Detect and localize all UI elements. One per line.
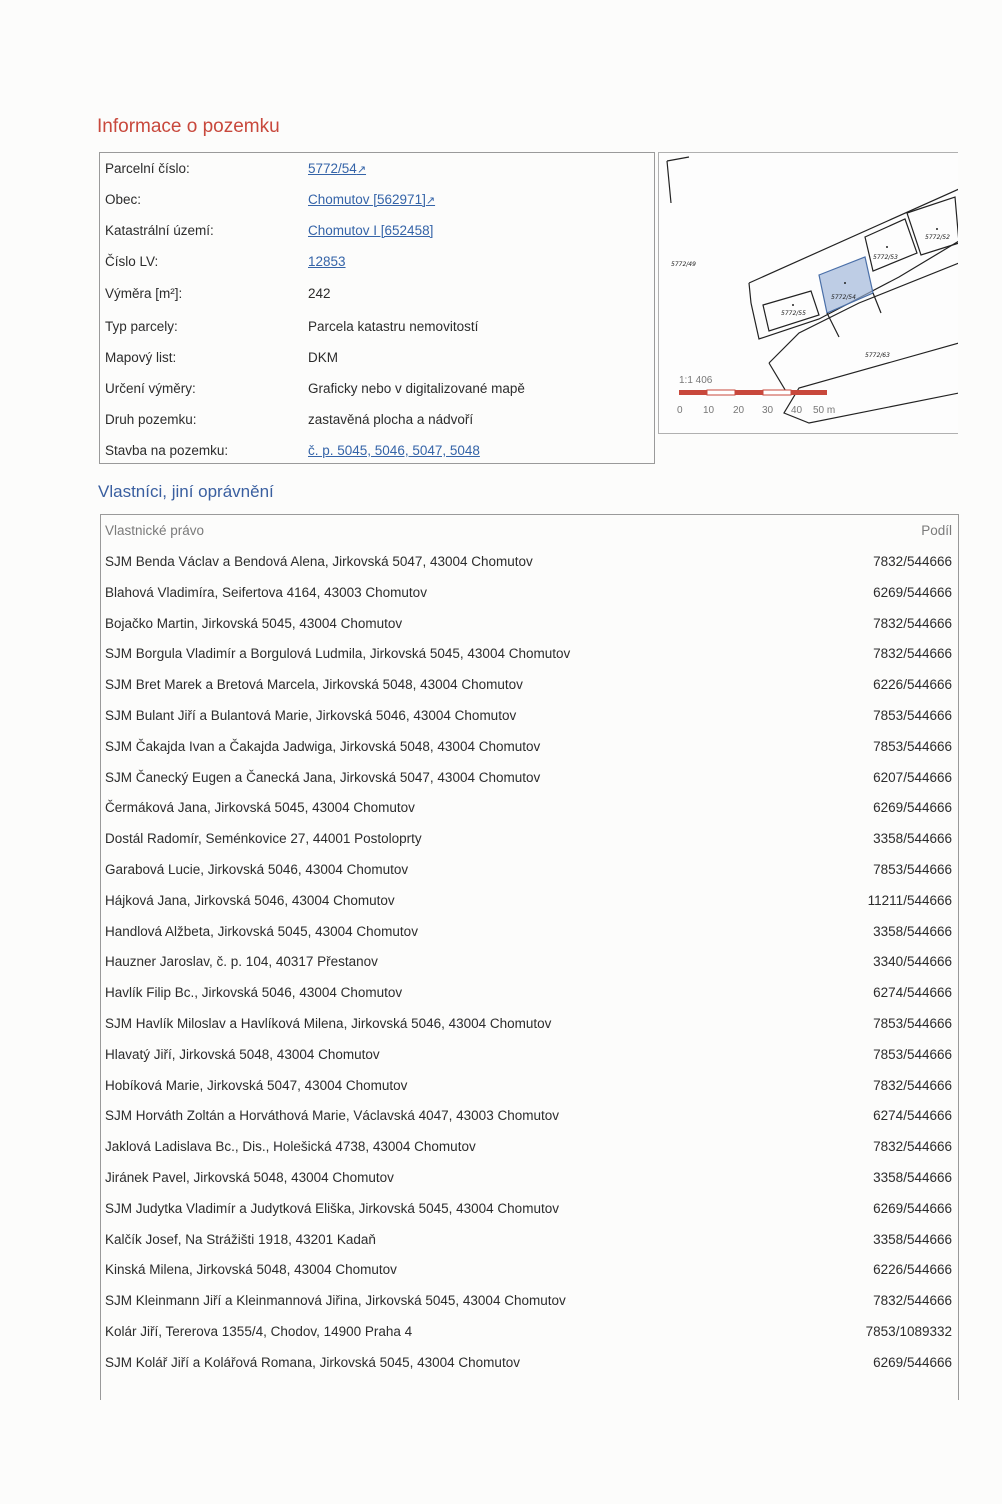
info-value-text[interactable]: Chomutov [562971] — [308, 192, 426, 207]
owner-name: Kinská Milena, Jirkovská 5048, 43004 Chomutov — [105, 1262, 397, 1278]
owner-row — [101, 673, 958, 697]
parcel-point — [792, 304, 794, 306]
owner-name: Havlík Filip Bc., Jirkovská 5046, 43004 Chomutov — [105, 985, 403, 1001]
info-label: Katastrální území: — [105, 223, 214, 238]
page-title: Informace o pozemku — [97, 116, 280, 137]
owner-name: SJM Judytka Vladimír a Judytková Eliška, Jirkovská 5045, 43004 Chomutov — [105, 1200, 559, 1216]
parcel-label: 5772/55 — [781, 310, 806, 317]
owner-name: SJM Borgula Vladimír a Borgulová Ludmila, Jirkovská 5045, 43004 Chomutov — [105, 646, 571, 662]
info-label: Stavba na pozemku: — [105, 443, 229, 458]
owners-table-header — [101, 519, 958, 543]
owner-share: 7853/1089332 — [865, 1324, 952, 1339]
parcel-label: 5772/53 — [873, 254, 898, 261]
owner-row — [101, 1289, 958, 1313]
owner-name: Dostál Radomír, Seménkovice 27, 44001 Postoloprty — [105, 831, 422, 847]
info-row — [100, 157, 654, 181]
owner-name: Hájková Jana, Jirkovská 5046, 43004 Chomutov — [105, 892, 395, 908]
owner-name: Bojačko Martin, Jirkovská 5045, 43004 Chomutov — [105, 615, 403, 631]
scale-tick: 0 — [677, 405, 683, 416]
info-row — [100, 439, 654, 463]
scale-tick: 30 — [762, 405, 774, 416]
info-label: Druh pozemku: — [105, 412, 197, 427]
owner-name: Hobíková Marie, Jirkovská 5047, 43004 Chomutov — [105, 1077, 408, 1093]
map-boundary-line — [769, 363, 787, 393]
owner-name: Kolár Jiří, Tererova 1355/4, Chodov, 14900 Praha 4 — [105, 1324, 413, 1339]
owner-share: 7853/544666 — [873, 738, 952, 754]
owner-row — [101, 550, 958, 574]
info-label: Určení výměry: — [105, 381, 196, 396]
info-row — [100, 282, 654, 306]
info-value-text[interactable]: č. p. 5045, 5046, 5047, 5048 — [308, 443, 480, 458]
map-svg — [659, 153, 958, 434]
owner-share: 3358/544666 — [873, 923, 952, 939]
info-label: Výměra [m²]: — [105, 286, 183, 301]
owner-share: 7853/544666 — [873, 1016, 952, 1031]
owner-share: 7832/544666 — [873, 1293, 952, 1309]
info-value-text: Parcela katastru nemovitostí — [308, 319, 479, 334]
owner-share: 7832/544666 — [873, 615, 952, 631]
owner-share: 3358/544666 — [873, 1231, 952, 1247]
owner-row — [101, 1351, 958, 1375]
external-link-icon[interactable]: ↗ — [425, 195, 436, 207]
owner-row — [101, 735, 958, 759]
info-row — [100, 377, 654, 401]
map-boundary-line — [667, 157, 689, 203]
header-share: Podíl — [921, 523, 952, 538]
owner-name: Jiránek Pavel, Jirkovská 5048, 43004 Chomutov — [105, 1170, 394, 1185]
owner-share: 7832/544666 — [873, 1077, 952, 1093]
info-value-text: Graficky nebo v digitalizované mapě — [308, 381, 525, 396]
header-ownership-right: Vlastnické právo — [105, 523, 205, 538]
scale-tick: 50 m — [813, 405, 836, 416]
owner-name: Garabová Lucie, Jirkovská 5046, 43004 Chomutov — [105, 862, 409, 877]
owner-share: 6207/544666 — [873, 769, 952, 785]
owner-share: 6226/544666 — [873, 677, 952, 693]
owner-share: 6274/544666 — [873, 985, 952, 1001]
info-row — [100, 250, 654, 274]
parcel-point — [844, 282, 846, 284]
owner-row — [101, 1043, 958, 1067]
info-value-link[interactable] — [308, 157, 366, 182]
owner-row — [101, 858, 958, 882]
parcel-5772-53 — [865, 219, 917, 271]
owner-row — [101, 1258, 958, 1282]
owner-name: SJM Kolář Jiří a Kolářová Romana, Jirkovská 5045, 43004 Chomutov — [105, 1354, 520, 1370]
info-label: Číslo LV: — [105, 254, 159, 269]
info-value-text: zastavěná plocha a nádvoří — [308, 412, 474, 427]
owner-share: 7832/544666 — [873, 646, 952, 662]
parcel-label: 5772/52 — [925, 234, 950, 241]
parcel-label: 5772/54 — [831, 294, 856, 301]
owner-share: 6269/544666 — [873, 1200, 952, 1216]
owner-name: SJM Čanecký Eugen a Čanecká Jana, Jirkovská 5047, 43004 Chomutov — [105, 769, 541, 785]
owner-share: 7853/544666 — [873, 708, 952, 723]
owner-name: Handlová Alžbeta, Jirkovská 5045, 43004 Chomutov — [105, 923, 418, 939]
info-value-link[interactable] — [308, 219, 433, 243]
info-value-link[interactable] — [308, 439, 480, 463]
owner-name: SJM Kleinmann Jiří a Kleinmannová Jiřina, Jirkovská 5045, 43004 Chomutov — [105, 1293, 566, 1309]
parcel-point — [936, 228, 938, 230]
owner-row — [101, 1228, 958, 1252]
owner-share: 7853/544666 — [873, 862, 952, 877]
owner-name: SJM Čakajda Ivan a Čakajda Jadwiga, Jirkovská 5048, 43004 Chomutov — [105, 738, 541, 754]
owners-section-title: Vlastníci, jiní oprávnění — [98, 482, 274, 501]
owner-name: Jaklová Ladislava Bc., Dis., Holešická 4738, 43004 Chomutov — [105, 1139, 476, 1155]
info-row — [100, 188, 654, 212]
info-value — [308, 346, 338, 370]
owner-share: 11211/544666 — [867, 892, 952, 908]
parcel-5772-54[interactable] — [819, 257, 873, 313]
info-value-link[interactable] — [308, 250, 346, 274]
owner-row — [101, 1135, 958, 1159]
owner-row — [101, 612, 958, 636]
info-value-text[interactable]: 12853 — [308, 254, 346, 269]
owner-share: 3358/544666 — [873, 831, 952, 847]
info-value-text[interactable]: 5772/54 — [308, 161, 357, 176]
owner-row — [101, 920, 958, 944]
info-value-text: 242 — [308, 286, 331, 301]
owner-share: 6274/544666 — [873, 1108, 952, 1124]
owner-share: 7853/544666 — [873, 1046, 952, 1062]
info-label: Obec: — [105, 192, 142, 207]
owner-row — [101, 1012, 958, 1036]
owner-share: 7832/544666 — [873, 1139, 952, 1155]
owner-row — [101, 1074, 958, 1098]
owner-share: 6269/544666 — [873, 584, 952, 600]
scale-tick: 20 — [733, 405, 745, 416]
map-scale-bar — [679, 390, 827, 395]
info-value — [308, 282, 331, 306]
owner-share: 6269/544666 — [873, 800, 952, 816]
owner-name: SJM Horváth Zoltán a Horváthová Marie, Václavská 4047, 43003 Chomutov — [105, 1108, 559, 1124]
owner-row — [101, 642, 958, 666]
owner-row — [101, 1104, 958, 1128]
owner-row — [101, 827, 958, 851]
owner-row — [101, 1166, 958, 1190]
owner-row — [101, 950, 958, 974]
owner-name: Blahová Vladimíra, Seifertova 4164, 43003 Chomutov — [105, 584, 427, 600]
info-row — [100, 219, 654, 243]
owner-name: SJM Benda Václav a Bendová Alena, Jirkovská 5047, 43004 Chomutov — [105, 554, 533, 569]
info-value-text[interactable]: Chomutov I [652458] — [308, 223, 434, 238]
info-label: Mapový list: — [105, 350, 177, 365]
info-value — [308, 408, 473, 432]
map-boundary-line — [749, 283, 751, 303]
info-value — [308, 315, 478, 339]
owner-share: 6269/544666 — [873, 1354, 952, 1370]
owner-row — [101, 1320, 958, 1344]
info-row — [100, 315, 654, 339]
external-link-icon[interactable]: ↗ — [356, 164, 367, 176]
info-value-text: DKM — [308, 350, 338, 365]
owner-share: 3358/544666 — [873, 1170, 952, 1185]
owner-row — [101, 796, 958, 820]
owner-name: SJM Bret Marek a Bretová Marcela, Jirkovská 5048, 43004 Chomutov — [105, 677, 523, 693]
cadastral-map[interactable] — [658, 152, 958, 434]
info-label: Parcelní číslo: — [105, 161, 190, 176]
owners-table — [100, 514, 959, 1400]
owner-name: SJM Havlík Miloslav a Havlíková Milena, Jirkovská 5046, 43004 Chomutov — [105, 1016, 552, 1031]
info-row — [100, 346, 654, 370]
owner-share: 3340/544666 — [873, 954, 952, 970]
info-row — [100, 408, 654, 432]
parcel-point — [886, 246, 888, 248]
owner-name: Hlavatý Jiří, Jirkovská 5048, 43004 Chomutov — [105, 1046, 380, 1062]
scale-tick: 10 — [703, 405, 715, 416]
owner-name: Hauzner Jaroslav, č. p. 104, 40317 Přestanov — [105, 954, 378, 970]
info-value-link[interactable] — [308, 188, 435, 213]
owner-row — [101, 981, 958, 1005]
owner-share: 6226/544666 — [873, 1262, 952, 1278]
map-scale-text: 1:1 406 — [679, 375, 713, 386]
owner-row — [101, 1197, 958, 1221]
parcel-label: 5772/63 — [865, 352, 890, 359]
parcel-info-table — [99, 152, 655, 464]
owner-name: SJM Bulant Jiří a Bulantová Marie, Jirkovská 5046, 43004 Chomutov — [105, 708, 517, 723]
owner-name: Kalčík Josef, Na Strážišti 1918, 43201 Kadaň — [105, 1231, 376, 1247]
owner-name: Čermáková Jana, Jirkovská 5045, 43004 Chomutov — [105, 800, 415, 816]
info-label: Typ parcely: — [105, 319, 178, 334]
parcel-label: 5772/49 — [671, 261, 696, 268]
owner-row — [101, 581, 958, 605]
owner-row — [101, 704, 958, 728]
scale-tick: 40 — [791, 405, 803, 416]
owner-row — [101, 766, 958, 790]
info-value — [308, 377, 525, 401]
owner-row — [101, 889, 958, 913]
owner-share: 7832/544666 — [873, 554, 952, 569]
